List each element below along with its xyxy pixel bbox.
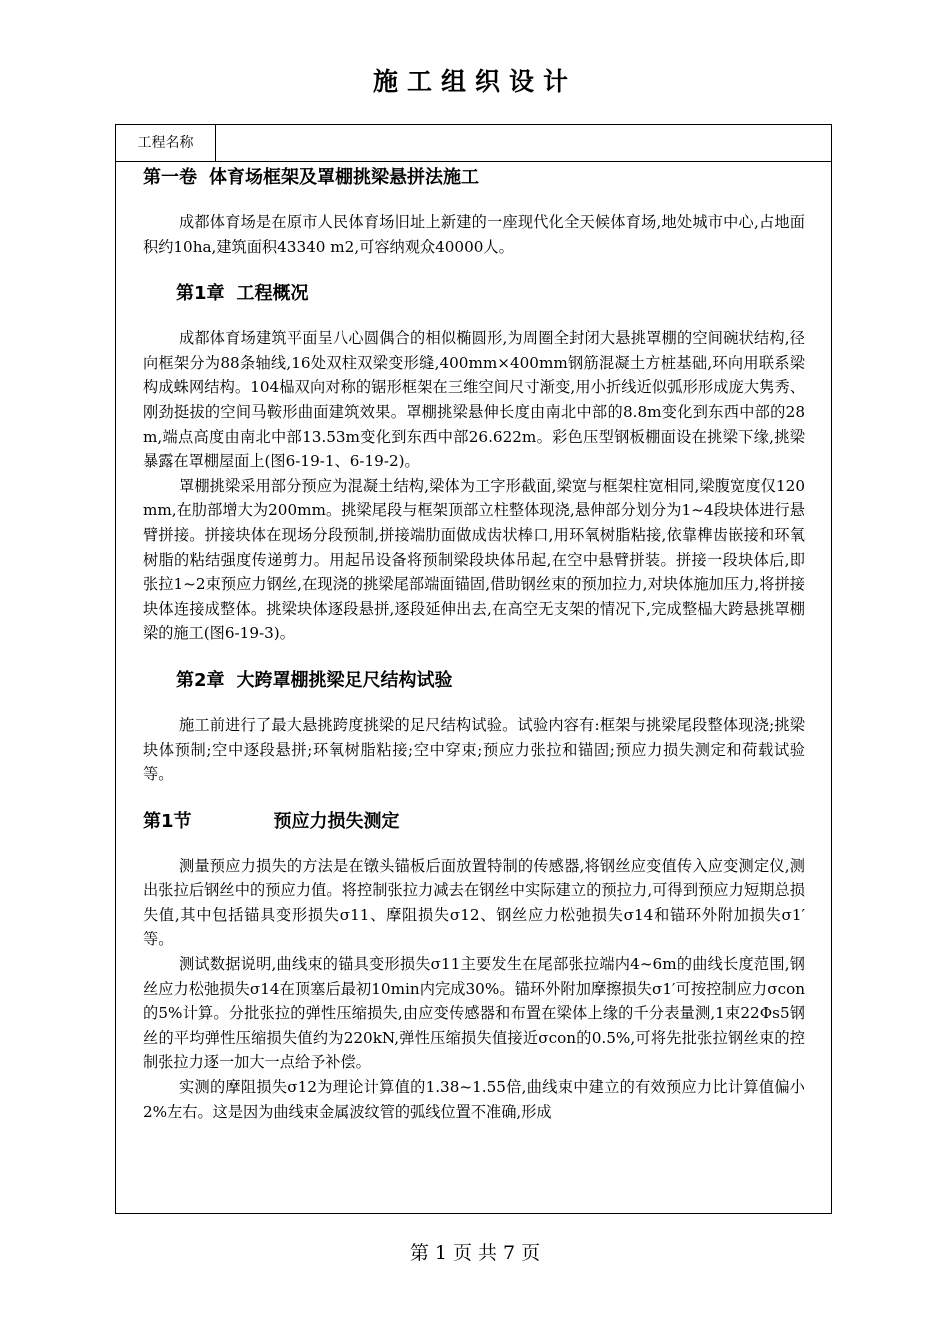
chapter-1-title: 工程概况	[236, 283, 309, 305]
chapter-1-heading	[143, 281, 805, 307]
section-1-paragraph-3: 实测的摩阻损失σ12为理论计算值的1.38~1.55倍,曲线束中建立的有效预应力比计算值偏小2%左右。这是因为曲线束金属波纹管的弧线位置不准确,形成	[143, 1078, 805, 1121]
project-name-value	[216, 125, 831, 161]
chapter-2-heading	[143, 668, 805, 694]
section-1-heading	[143, 809, 805, 835]
section-1-number: 第1节	[143, 810, 192, 832]
document-frame	[115, 124, 832, 1214]
chapter-2-title: 大跨罩棚挑梁足尺结构试验	[236, 669, 453, 691]
section-1-title: 预应力损失测定	[273, 810, 400, 832]
volume-title: 体育场框架及罩棚挑梁悬拼法施工	[209, 167, 479, 188]
volume-number: 第一卷	[143, 167, 197, 188]
page-footer: 第 1 页 共 7 页	[409, 1242, 541, 1264]
document-title: 施工组织设计	[372, 67, 577, 96]
chapter-2-paragraph-1: 施工前进行了最大悬挑跨度挑梁的足尺结构试验。试验内容有:框架与挑梁尾段整体现浇;挑梁块体预制;空中逐段悬拼;环氧树脂粘接;空中穿束;预应力张拉和锚固;预应力损失测定和荷载试验等。	[143, 715, 805, 784]
project-name-row	[116, 125, 831, 162]
section-1-paragraph-1: 测量预应力损失的方法是在镦头锚板后面放置特制的传感器,将钢丝应变值传入应变测定仪,测出张拉后钢丝中的预应力值。将控制张拉力减去在钢丝中实际建立的预拉力,可得到预应力短期总损失值,其中包括锚具变形损失σ11、摩阻损失σ12、钢丝应力松弛损失σ14和锚环外附加损失σ1′等。	[143, 856, 805, 949]
volume-intro-paragraph: 成都体育场是在原市人民体育场旧址上新建的一座现代化全天候体育场,地处城市中心,占地面积约10ha,建筑面积43340 m2,可容纳观众40000人。	[143, 213, 805, 256]
volume-heading	[143, 162, 805, 191]
chapter-1-number: 第1章	[176, 283, 225, 305]
section-1-paragraph-2: 测试数据说明,曲线束的锚具变形损失σ11主要发生在尾部张拉端内4~6m的曲线长度范围,钢丝应力松弛损失σ14在顶塞后最初10min内完成30%。锚环外附加摩擦损失σ1′可按控制应力σcon的5%计算。分批张拉的弹性压缩损失,由应变传感器和布置在梁体上缘的千分表量测,1束22Φs5钢丝的平均弹性压缩损失值约为220kN,弹性压缩损失值接近σcon的0.5%,可将先批张拉钢丝束的控制张拉力逐一加大一点给予补偿。	[143, 955, 805, 1072]
chapter-2-number: 第2章	[176, 669, 225, 691]
chapter-1-paragraph-1: 成都体育场建筑平面呈八心圆偶合的相似椭圆形,为周圈全封闭大悬挑罩棚的空间碗状结构,径向框架分为88条轴线,16处双柱双梁变形缝,400mm×400mm钢筋混凝土方桩基础,环向用联系梁构成蛛网结构。104榀双向对称的锯形框架在三维空间尺寸渐变,用小折线近似弧形形成庞大隽秀、刚劲挺拔的空间马鞍形曲面建筑效果。罩棚挑梁悬伸长度由南北中部的8.8m变化到东西中部的28m,端点高度由南北中部13.53m变化到东西中部26.622m。彩色压型钢板棚面设在挑梁下缘,挑梁暴露在罩棚屋面上(图6-19-1、6-19-2)。	[143, 329, 805, 471]
project-name-label: 工程名称	[116, 125, 216, 161]
document-body	[116, 162, 831, 1124]
chapter-1-paragraph-2: 罩棚挑梁采用部分预应为混凝土结构,梁体为工字形截面,梁宽与框架柱宽相同,梁腹宽度仅120mm,在肋部增大为200mm。挑梁尾段与框架顶部立柱整体现浇,悬伸部分划分为1~4段块体进行悬臂拼接。拼接块体在现场分段预制,拼接端肋面做成齿状棒口,用环氧树脂粘接,依靠榫齿嵌接和环氧树脂的粘结强度传递剪力。用起吊设备将预制梁段块体吊起,在空中悬臂拼装。拼接一段块体后,即张拉1~2束预应力钢丝,在现浇的挑梁尾部端面锚固,借助钢丝束的预加拉力,对块体施加压力,将拼接块体连接成整体。挑梁块体逐段悬拼,逐段延伸出去,在高空无支架的情况下,完成整榀大跨悬挑罩棚梁的施工(图6-19-3)。	[143, 476, 805, 643]
